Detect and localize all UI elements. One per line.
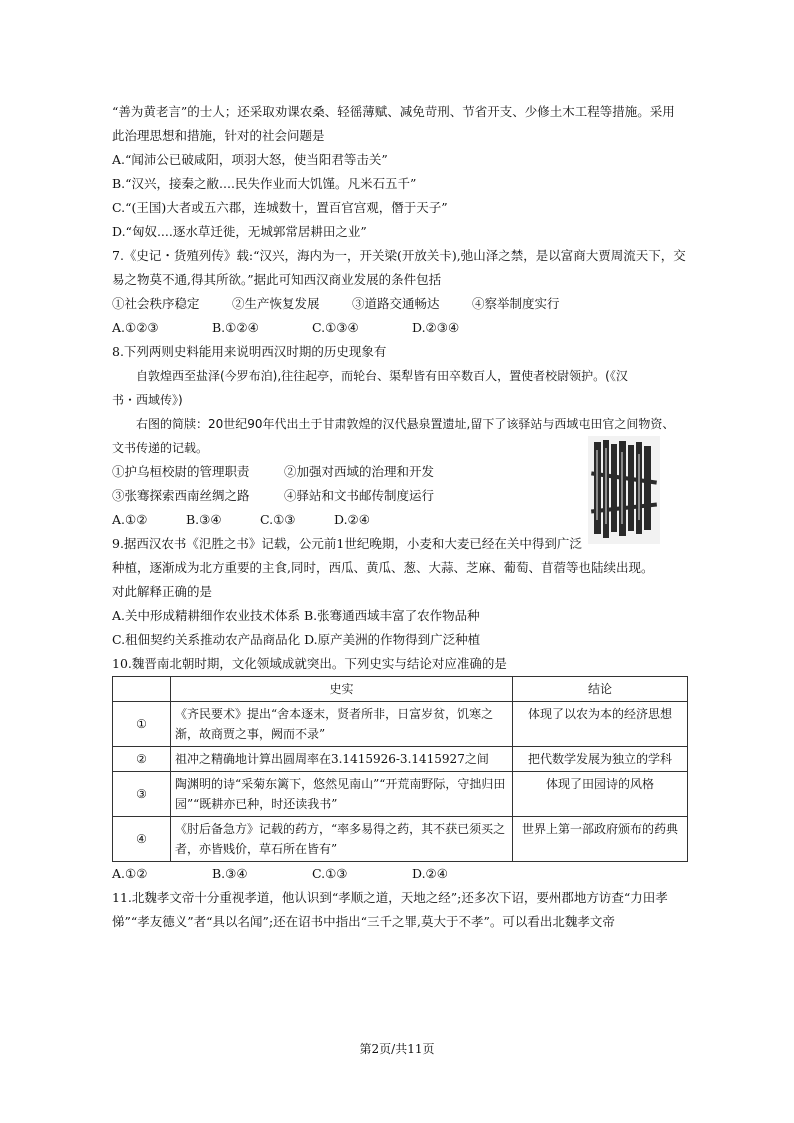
q8-item: ②加强对西域的治理和开发 <box>284 464 435 479</box>
q8-option: D.②④ <box>334 512 370 527</box>
q9-option: C.租佃契约关系推动农产品商品化 D.原产美洲的作物得到广泛种植 <box>112 632 481 647</box>
text-line: 此治理思想和措施，针对的社会问题是 <box>112 128 325 143</box>
q10-option: C.①③ <box>312 866 348 881</box>
table-row <box>113 772 688 817</box>
q10-option: A.①② <box>112 866 148 881</box>
q6-option-c: C.“(王国)大者或五六郡，连城数十，置百官宫观，僭于天子” <box>112 200 448 215</box>
table-header-row <box>113 677 688 702</box>
q11-stem: 悌”“孝友德义”者“具以名闻”;还在诏书中指出“三千之罪,莫大于不孝”。可以看出北魏孝文帝 <box>112 914 615 929</box>
q9-option: A.关中形成精耕细作农业技术体系 B.张骞通西域丰富了农作物品种 <box>112 608 480 623</box>
q11-stem: 11.北魏孝文帝十分重视孝道，他认识到“孝顺之道，天地之经”;还多次下诏，要州郡地方访查“力田孝 <box>112 890 668 905</box>
q6-option-d: D.“匈奴....逐水草迁徙，无城郭常居耕田之业” <box>112 224 367 239</box>
table-row <box>113 702 688 747</box>
q8-item: ①护乌桓校尉的管理职责 <box>112 464 250 479</box>
q7-option: D.②③④ <box>412 320 460 335</box>
bamboo-slips-image <box>588 436 660 544</box>
q7-item: ③道路交通畅达 <box>352 296 440 311</box>
q7-options <box>112 316 688 340</box>
q9-stem: 9.据西汉农书《氾胜之书》记载，公元前1世纪晚期，小麦和大麦已经在关中得到广泛 <box>112 536 582 551</box>
q8-source-2: 右图的简牍：20世纪90年代出土于甘肃敦煌的汉代悬泉置遗址,留下了该驿站与西域屯田官之间物资、 <box>136 417 675 431</box>
q8-item: ④驿站和文书邮传制度运行 <box>284 488 435 503</box>
q8-source-2-cont: 文书传递的记载。 <box>112 441 209 455</box>
q8-option: C.①③ <box>260 512 296 527</box>
q7-option: B.①②④ <box>212 320 259 335</box>
q7-stem: 7.《史记・货殖列传》载:“汉兴，海内为一，开关梁(开放关卡),弛山泽之禁，是以富商大贾周流天下，交 <box>112 248 686 263</box>
table-header-cell: 史实 <box>170 677 512 702</box>
q8-stem: 8.下列两则史料能用来说明西汉时期的历史现象有 <box>112 344 387 359</box>
table-header-cell <box>113 677 171 702</box>
table-row <box>113 817 688 862</box>
table-row <box>113 747 688 772</box>
q9-stem: 种植，逐渐成为北方重要的主食,同时，西瓜、黄瓜、葱、大蒜、芝麻、葡萄、苜蓿等也陆续出现。 <box>112 560 654 575</box>
row-number: ② <box>113 747 171 772</box>
row-fact: 《齐民要术》提出“舍本逐末，贤者所非，日富岁贫，饥寒之渐，故商贾之事，阙而不录” <box>170 702 512 747</box>
q7-item: ④察举制度实行 <box>472 296 560 311</box>
row-number: ④ <box>113 817 171 862</box>
q10-options <box>112 862 688 886</box>
q7-option: C.①③④ <box>312 320 359 335</box>
row-fact: 陶渊明的诗“采菊东篱下，悠然见南山”“开荒南野际，守拙归田园”“既耕亦已种，时还读我书” <box>170 772 512 817</box>
q10-table <box>112 676 688 862</box>
q7-option: A.①②③ <box>112 320 159 335</box>
q6-option-a: A.“闻沛公已破咸阳，项羽大怒，使当阳君等击关” <box>112 152 388 167</box>
q8-item: ③张骞探索西南丝绸之路 <box>112 488 250 503</box>
q8-option: B.③④ <box>186 512 222 527</box>
row-fact: 祖冲之精确地计算出圆周率在3.1415926-3.1415927之间 <box>170 747 512 772</box>
row-conclusion: 体现了田园诗的风格 <box>513 772 688 817</box>
q6-option-b: B.“汉兴，接秦之敝....民失作业而大饥馑。凡米石五千” <box>112 176 417 191</box>
text-line: “善为黄老言”的士人；还采取劝课农桑、轻徭薄赋、减免苛刑、节省开支、少修土木工程等措施。采用 <box>112 104 675 119</box>
q7-item: ②生产恢复发展 <box>232 296 320 311</box>
row-fact: 《肘后备急方》记载的药方，“率多易得之药，其不获已须买之者，亦皆贱价，草石所在皆有” <box>170 817 512 862</box>
q9-stem: 对此解释正确的是 <box>112 584 213 599</box>
q7-item: ①社会秩序稳定 <box>112 296 200 311</box>
q7-stem: 易之物莫不通,得其所欲。”据此可知西汉商业发展的条件包括 <box>112 272 442 287</box>
table-header-cell: 结论 <box>513 677 688 702</box>
row-number: ③ <box>113 772 171 817</box>
row-number: ① <box>113 702 171 747</box>
q10-stem: 10.魏晋南北朝时期，文化领域成就突出。下列史实与结论对应准确的是 <box>112 656 507 671</box>
row-conclusion: 世界上第一部政府颁布的药典 <box>513 817 688 862</box>
row-conclusion: 把代数学发展为独立的学科 <box>513 747 688 772</box>
page-footer: 第2页/共11页 <box>359 1042 435 1056</box>
q10-option: D.②④ <box>412 866 448 881</box>
row-conclusion: 体现了以农为本的经济思想 <box>513 702 688 747</box>
q8-source-1: 自敦煌西至盐泽(今罗布泊),往往起亭，而轮台、渠犁皆有田卒数百人，置使者校尉领护。(《汉 <box>136 369 628 383</box>
q7-items <box>112 292 688 316</box>
q10-option: B.③④ <box>212 866 248 881</box>
q8-source-1-cont: 书・西域传》) <box>112 393 183 407</box>
q8-option: A.①② <box>112 512 148 527</box>
